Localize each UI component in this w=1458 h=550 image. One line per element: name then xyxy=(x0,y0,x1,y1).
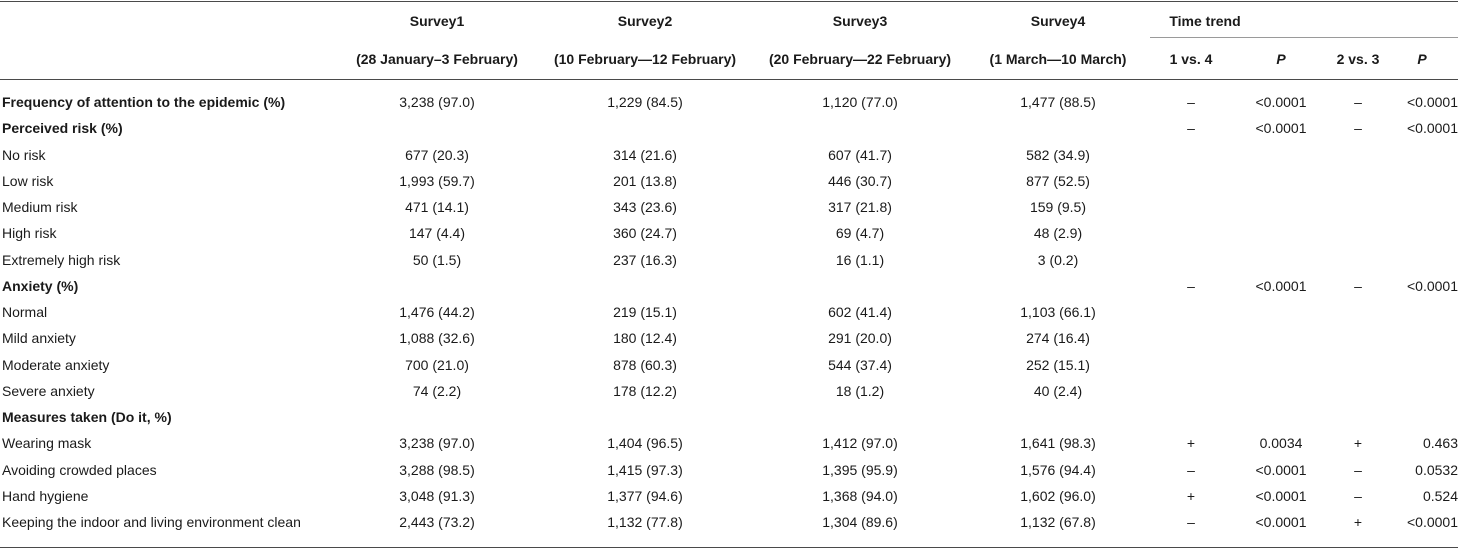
time-trend-header: Time trend xyxy=(1169,13,1241,29)
compare-1-vs-4-header: 1 vs. 4 xyxy=(1169,51,1213,67)
survey4-header: Survey4 xyxy=(1030,13,1086,29)
p-value-1-vs-4 xyxy=(1236,325,1326,351)
survey3-value: 18 (1.2) xyxy=(835,382,885,399)
table-bottom-rule xyxy=(0,547,1458,548)
p-value-1-vs-4 xyxy=(1236,247,1326,273)
survey2-value: 1,415 (97.3) xyxy=(607,461,683,478)
table-row xyxy=(0,483,1458,509)
trend-1-vs-4: – xyxy=(1187,94,1195,110)
p-value-2-vs-3: <0.0001 xyxy=(1407,94,1458,110)
row-label: Extremely high risk xyxy=(2,251,121,268)
table-row xyxy=(0,325,1458,351)
p-value-2-vs-3 xyxy=(1386,247,1458,273)
trend-1-vs-4: – xyxy=(1187,277,1195,294)
survey1-header: Survey1 xyxy=(409,13,465,29)
survey4-value xyxy=(970,115,1146,141)
table-row xyxy=(0,352,1458,378)
row-label: Measures taken (Do it, %) xyxy=(2,409,172,425)
trend-1-vs-4 xyxy=(1166,220,1216,246)
trend-1-vs-4 xyxy=(1166,378,1216,404)
survey2-value xyxy=(540,273,750,299)
trend-2-vs-3 xyxy=(1332,220,1384,246)
survey1-value: 147 (4.4) xyxy=(408,225,466,242)
table-row xyxy=(0,168,1458,194)
survey2-value: 180 (12.4) xyxy=(613,330,677,347)
survey2-value xyxy=(540,404,750,430)
survey3-value: 1,395 (95.9) xyxy=(822,461,898,478)
survey4-value: 1,602 (96.0) xyxy=(1020,487,1096,504)
survey1-value: 1,476 (44.2) xyxy=(399,304,475,320)
trend-1-vs-4: – xyxy=(1187,461,1195,478)
table-top-rule xyxy=(0,1,1458,2)
trend-2-vs-3 xyxy=(1332,168,1384,194)
survey2-value: 178 (12.2) xyxy=(613,382,677,399)
trend-2-vs-3: – xyxy=(1354,277,1362,294)
trend-2-vs-3 xyxy=(1332,352,1384,378)
p-value-1-vs-4: <0.0001 xyxy=(1255,461,1307,478)
row-label: Wearing mask xyxy=(2,435,92,452)
row-label: Perceived risk (%) xyxy=(2,120,123,137)
survey1-value: 3,238 (97.0) xyxy=(399,435,475,452)
row-label: Mild anxiety xyxy=(2,330,76,347)
survey1-value xyxy=(334,273,540,299)
trend-1-vs-4 xyxy=(1166,247,1216,273)
p-value-b-header: P xyxy=(1417,51,1427,67)
trend-1-vs-4 xyxy=(1166,404,1216,430)
survey4-value: 3 (0.2) xyxy=(1037,251,1079,268)
survey2-value: 343 (23.6) xyxy=(613,199,677,215)
p-value-1-vs-4 xyxy=(1236,142,1326,168)
survey4-value xyxy=(970,273,1146,299)
survey1-value: 3,288 (98.5) xyxy=(399,461,475,478)
table-row xyxy=(0,299,1458,325)
survey1-dates: (28 January–3 February) xyxy=(356,51,518,67)
p-value-1-vs-4: <0.0001 xyxy=(1255,120,1307,137)
p-value-1-vs-4 xyxy=(1236,299,1326,325)
table-row xyxy=(0,457,1458,483)
p-value-2-vs-3 xyxy=(1386,194,1458,220)
p-value-2-vs-3: 0.463 xyxy=(1422,435,1458,452)
trend-1-vs-4 xyxy=(1166,194,1216,220)
trend-2-vs-3: – xyxy=(1354,94,1362,110)
survey3-value: 317 (21.8) xyxy=(828,199,892,215)
survey2-dates: (10 February—12 February) xyxy=(553,51,737,67)
survey2-value: 1,229 (84.5) xyxy=(607,94,683,110)
survey4-value: 159 (9.5) xyxy=(1029,199,1087,215)
p-value-1-vs-4: <0.0001 xyxy=(1255,277,1307,294)
p-value-2-vs-3: 0.524 xyxy=(1422,487,1458,504)
survey3-value: 69 (4.7) xyxy=(835,225,885,242)
p-value-2-vs-3 xyxy=(1386,378,1458,404)
survey2-value xyxy=(540,115,750,141)
header-row-surveys xyxy=(0,8,1458,34)
survey3-dates: (20 February—22 February) xyxy=(768,51,952,67)
survey2-value: 878 (60.3) xyxy=(613,356,677,373)
trend-2-vs-3 xyxy=(1332,142,1384,168)
trend-2-vs-3: – xyxy=(1354,120,1362,137)
survey4-value: 48 (2.9) xyxy=(1033,225,1083,242)
survey4-value: 877 (52.5) xyxy=(1026,172,1090,189)
table-row xyxy=(0,89,1458,115)
table-row xyxy=(0,509,1458,535)
p-value-2-vs-3 xyxy=(1386,352,1458,378)
survey2-value: 1,404 (96.5) xyxy=(607,435,683,452)
survey2-value: 219 (15.1) xyxy=(613,304,677,320)
trend-1-vs-4: + xyxy=(1186,435,1196,452)
survey2-value: 314 (21.6) xyxy=(613,146,677,163)
trend-2-vs-3: + xyxy=(1353,514,1363,530)
survey3-value: 1,412 (97.0) xyxy=(822,435,898,452)
p-value-2-vs-3 xyxy=(1386,404,1458,430)
p-value-2-vs-3: <0.0001 xyxy=(1407,120,1458,137)
trend-1-vs-4: – xyxy=(1187,514,1195,530)
p-value-1-vs-4: <0.0001 xyxy=(1255,514,1307,530)
trend-2-vs-3: – xyxy=(1354,461,1362,478)
trend-1-vs-4 xyxy=(1166,325,1216,351)
table-row xyxy=(0,194,1458,220)
trend-1-vs-4: + xyxy=(1186,487,1196,504)
row-label: Severe anxiety xyxy=(2,382,95,399)
p-value-1-vs-4: 0.0034 xyxy=(1259,435,1303,452)
survey1-value xyxy=(334,115,540,141)
header-row-dates xyxy=(0,46,1458,72)
p-value-a-header: P xyxy=(1276,51,1286,67)
trend-2-vs-3 xyxy=(1332,404,1384,430)
p-value-1-vs-4 xyxy=(1236,194,1326,220)
survey4-value: 1,477 (88.5) xyxy=(1020,94,1096,110)
p-value-1-vs-4 xyxy=(1236,404,1326,430)
survey1-value: 74 (2.2) xyxy=(412,382,462,399)
survey3-value xyxy=(750,115,970,141)
table-row xyxy=(0,220,1458,246)
survey4-value: 582 (34.9) xyxy=(1026,146,1090,163)
row-label: Anxiety (%) xyxy=(2,277,79,294)
survey4-value: 1,576 (94.4) xyxy=(1020,461,1096,478)
table-row xyxy=(0,247,1458,273)
row-label: High risk xyxy=(2,225,57,242)
survey2-value: 1,132 (77.8) xyxy=(607,514,683,530)
trend-1-vs-4 xyxy=(1166,299,1216,325)
row-label: Frequency of attention to the epidemic (%) xyxy=(2,94,286,110)
row-label: Hand hygiene xyxy=(2,487,89,504)
p-value-1-vs-4 xyxy=(1236,352,1326,378)
survey1-value: 471 (14.1) xyxy=(405,199,469,215)
p-value-2-vs-3: <0.0001 xyxy=(1407,514,1458,530)
trend-2-vs-3: + xyxy=(1353,435,1363,452)
p-value-2-vs-3 xyxy=(1386,168,1458,194)
trend-1-vs-4 xyxy=(1166,352,1216,378)
survey1-value: 677 (20.3) xyxy=(405,146,469,163)
trend-2-vs-3 xyxy=(1332,247,1384,273)
survey1-value: 3,238 (97.0) xyxy=(399,94,475,110)
survey2-value: 237 (16.3) xyxy=(613,251,677,268)
trend-2-vs-3 xyxy=(1332,299,1384,325)
survey3-value xyxy=(750,404,970,430)
table-row xyxy=(0,142,1458,168)
table-row xyxy=(0,378,1458,404)
survey3-value: 1,120 (77.0) xyxy=(822,94,898,110)
row-label: Normal xyxy=(2,304,48,320)
survey2-value: 1,377 (94.6) xyxy=(607,487,683,504)
survey3-value: 446 (30.7) xyxy=(828,172,892,189)
p-value-2-vs-3: 0.0532 xyxy=(1415,461,1458,478)
survey4-value xyxy=(970,404,1146,430)
trend-1-vs-4: – xyxy=(1187,120,1195,137)
survey3-value: 16 (1.1) xyxy=(835,251,885,268)
trend-1-vs-4 xyxy=(1166,142,1216,168)
p-value-1-vs-4 xyxy=(1236,168,1326,194)
survey3-value: 1,304 (89.6) xyxy=(822,514,898,530)
table-row xyxy=(0,404,1458,430)
survey4-value: 40 (2.4) xyxy=(1033,382,1083,399)
p-value-2-vs-3: <0.0001 xyxy=(1407,277,1458,294)
survey3-value: 1,368 (94.0) xyxy=(822,487,898,504)
table-row xyxy=(0,273,1458,299)
survey2-value: 201 (13.8) xyxy=(613,172,677,189)
table-row xyxy=(0,115,1458,141)
survey1-value xyxy=(334,404,540,430)
survey1-value: 2,443 (73.2) xyxy=(399,514,475,530)
row-label: Avoiding crowded places xyxy=(2,461,157,478)
survey1-value: 50 (1.5) xyxy=(412,251,462,268)
survey4-value: 274 (16.4) xyxy=(1026,330,1090,347)
trend-2-vs-3 xyxy=(1332,325,1384,351)
p-value-2-vs-3 xyxy=(1386,142,1458,168)
survey3-value xyxy=(750,273,970,299)
row-label: Low risk xyxy=(2,172,54,189)
trend-2-vs-3 xyxy=(1332,378,1384,404)
p-value-1-vs-4: <0.0001 xyxy=(1255,487,1307,504)
trend-2-vs-3 xyxy=(1332,194,1384,220)
survey2-value: 360 (24.7) xyxy=(613,225,677,242)
trend-1-vs-4 xyxy=(1166,168,1216,194)
survey1-value: 3,048 (91.3) xyxy=(399,487,475,504)
survey3-value: 544 (37.4) xyxy=(828,356,892,373)
survey1-value: 1,088 (32.6) xyxy=(399,330,475,347)
survey3-value: 607 (41.7) xyxy=(828,146,892,163)
p-value-2-vs-3 xyxy=(1386,299,1458,325)
survey3-header: Survey3 xyxy=(832,13,888,29)
survey4-value: 252 (15.1) xyxy=(1026,356,1090,373)
survey4-value: 1,103 (66.1) xyxy=(1020,304,1096,320)
survey4-dates: (1 March—10 March) xyxy=(989,51,1127,67)
header-bottom-rule xyxy=(0,79,1458,80)
survey4-value: 1,641 (98.3) xyxy=(1020,435,1096,452)
p-value-2-vs-3 xyxy=(1386,325,1458,351)
survey1-value: 1,993 (59.7) xyxy=(399,172,475,189)
p-value-1-vs-4 xyxy=(1236,378,1326,404)
row-label: Medium risk xyxy=(2,199,78,215)
survey2-header: Survey2 xyxy=(617,13,673,29)
survey4-value: 1,132 (67.8) xyxy=(1020,514,1096,530)
p-value-2-vs-3 xyxy=(1386,220,1458,246)
survey3-value: 602 (41.4) xyxy=(828,304,892,320)
time-trend-rule xyxy=(1150,37,1458,38)
survey3-value: 291 (20.0) xyxy=(828,330,892,347)
table-row xyxy=(0,430,1458,456)
compare-2-vs-3-header: 2 vs. 3 xyxy=(1336,51,1380,67)
p-value-1-vs-4: <0.0001 xyxy=(1255,94,1307,110)
trend-2-vs-3: – xyxy=(1354,487,1362,504)
row-label: No risk xyxy=(2,146,46,163)
row-label: Moderate anxiety xyxy=(2,356,110,373)
p-value-1-vs-4 xyxy=(1236,220,1326,246)
survey1-value: 700 (21.0) xyxy=(405,356,469,373)
row-label: Keeping the indoor and living environment clean xyxy=(2,514,301,530)
